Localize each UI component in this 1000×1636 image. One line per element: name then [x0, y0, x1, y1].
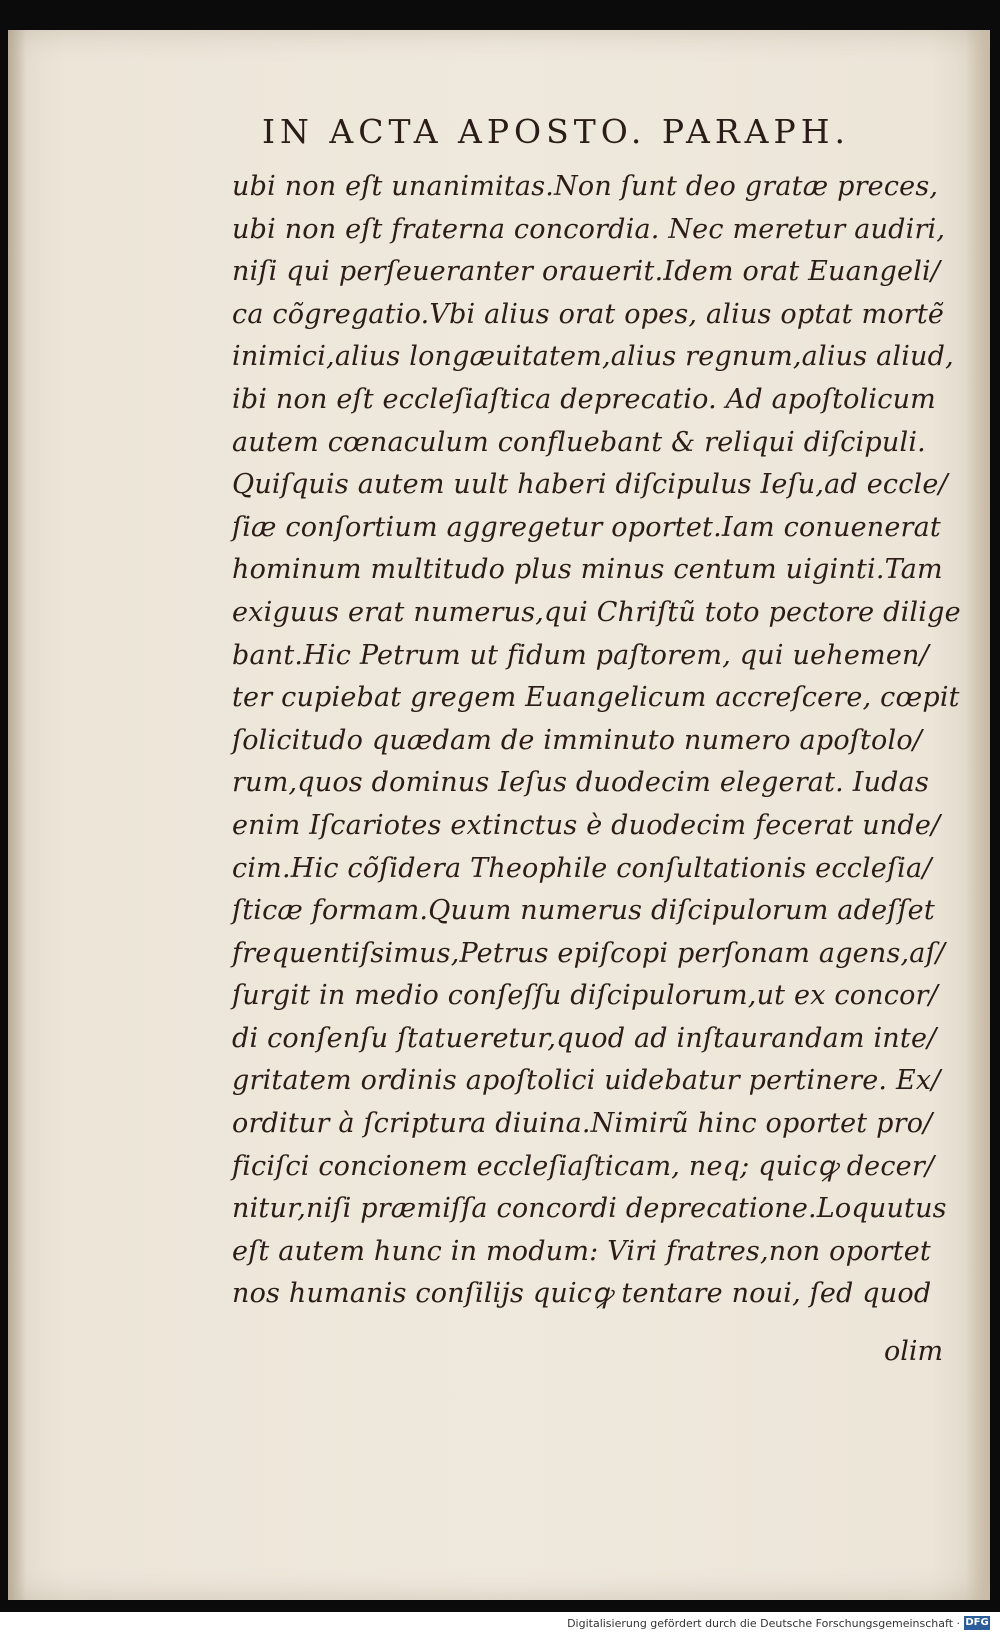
text-line: Quiſquis autem uult haberi diſcipulus Ieſu,ad eccle/ [232, 469, 948, 501]
text-line: niſi qui perſeueranter orauerit.Idem orat Euangeli/ [232, 256, 941, 288]
text-line: inimici,alius longæuitatem,alius regnum,alius aliud, [232, 341, 954, 373]
body-text [232, 166, 961, 1316]
page-gutter-shadow [8, 30, 26, 1600]
dfg-logo: DFG [965, 1617, 989, 1628]
text-line: ſiæ conſortium aggregetur oportet.Iam conuenerat [232, 511, 941, 543]
text-line: nitur,niſi præmiſſa concordi deprecatione.Loquutus [232, 1193, 947, 1225]
text-line: frequentiſsimus,Petrus epiſcopi perſonam agens,aſ/ [232, 937, 946, 969]
text-line: exiguus erat numerus,qui Chriſtũ toto pectore dilige [232, 596, 961, 628]
text-line: ubi non eſt fraterna concordia. Nec meretur audiri, [232, 213, 946, 245]
text-line: ca cõgregatio.Vbi alius orat opes, alius optat mortẽ [232, 298, 945, 330]
text-line: ſolicitudo quædam de imminuto numero apoſtolo/ [232, 724, 923, 756]
text-line: orditur à ſcriptura diuina.Nimirũ hinc oportet pro/ [232, 1108, 933, 1140]
text-line: ubi non eſt unanimitas.Non ſunt deo gratæ preces, [232, 171, 939, 202]
text-line: di conſenſu ſtatueretur,quod ad inſtaurandam inte/ [232, 1022, 937, 1054]
catchword: olim [884, 1336, 944, 1367]
text-line: rum,quos dominus Ieſus duodecim elegerat. Iudas [232, 767, 930, 799]
funding-credit: Digitalisierung gefördert durch die Deutsche Forschungsgemeinschaft · [567, 1617, 960, 1630]
text-line: ſurgit in medio conſeſſu diſcipulorum,ut ex concor/ [232, 980, 938, 1012]
running-head: IN ACTA APOSTO. PARAPH. [262, 112, 850, 151]
text-line: ficiſci concionem eccleſiaſticam, neq; quicꝙ decer/ [232, 1150, 935, 1182]
text-line: enim Iſcariotes extinctus è duodecim fecerat unde/ [232, 809, 941, 841]
text-line: bant.Hic Petrum ut fidum paſtorem, qui uehemen/ [232, 639, 929, 671]
text-line: cim.Hic cõſidera Theophile conſultationis eccleſia/ [232, 852, 932, 884]
text-line: autem cœnaculum confluebant & reliqui diſcipuli. [232, 426, 926, 458]
text-line: ter cupiebat gregem Euangelicum accreſcere, cœpit [232, 682, 960, 714]
text-line: ſticæ formam.Quum numerus diſcipulorum adeſſet [232, 895, 935, 927]
text-line: eſt autem hunc in modum: Viri fratres,non oportet [232, 1235, 931, 1267]
text-line: hominum multitudo plus minus centum uiginti.Tam [232, 554, 943, 586]
text-line: nos humanis conſilijs quicꝙ tentare noui, ſed quod [232, 1278, 932, 1310]
text-line: ibi non eſt eccleſiaſtica deprecatio. Ad apoſtolicum [232, 383, 936, 415]
page-edge-shadow [966, 30, 990, 1600]
text-line: gritatem ordinis apoſtolici uidebatur pertinere. Ex/ [232, 1065, 941, 1097]
